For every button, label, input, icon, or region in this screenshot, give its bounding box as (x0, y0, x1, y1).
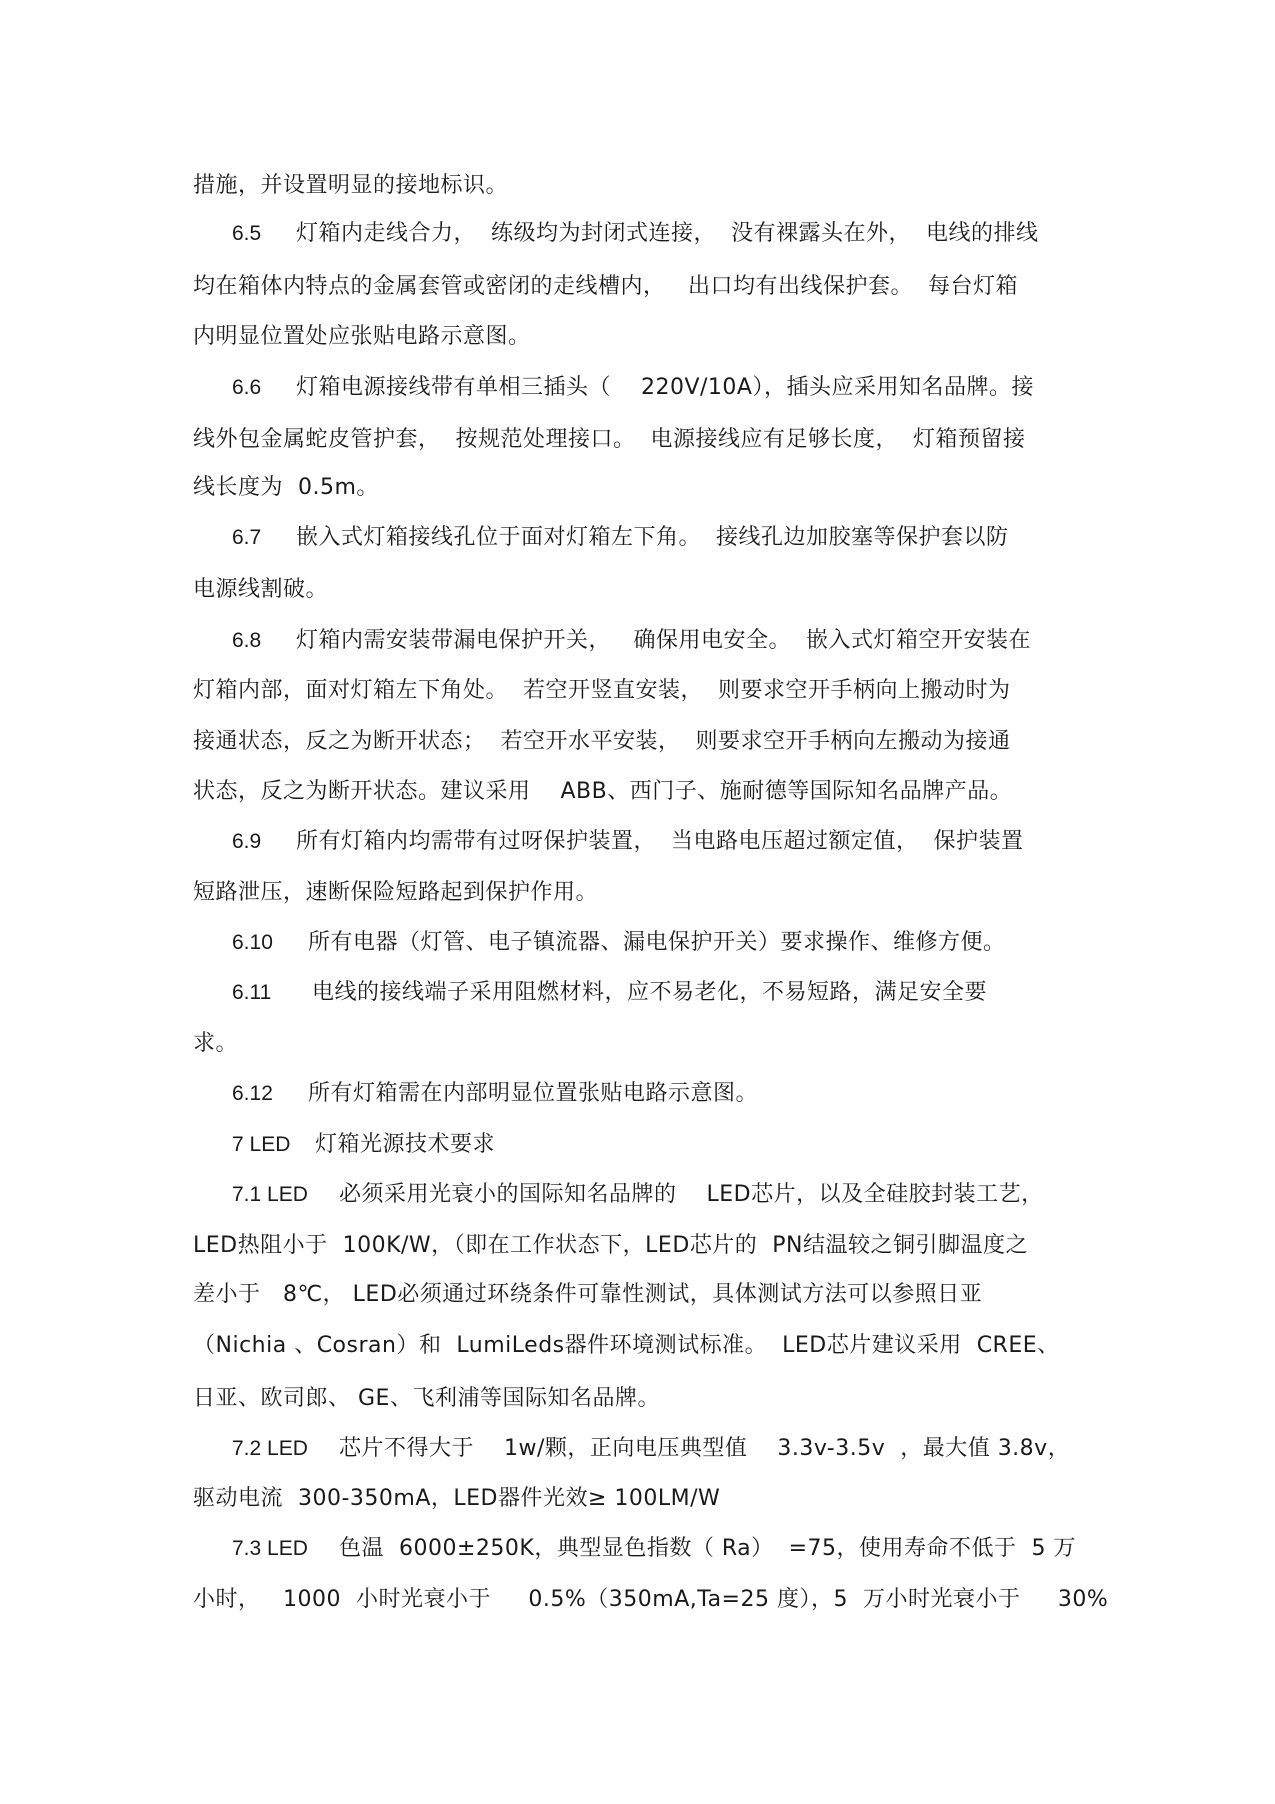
text-line: 均在箱体内特点的金属套管或密闭的走线槽内， 出口均有出线保护套。 每台灯箱 (193, 274, 1018, 299)
section-number: 6.8 (232, 629, 262, 652)
text-line: 所有灯箱内均需带有过呀保护装置， 当电路电压超过额定值， 保护装置 (296, 829, 1024, 854)
section-number: 6.7 (232, 526, 262, 549)
section-number: 6.11 (232, 981, 272, 1004)
text-line: 芯片不得大于 1w/颗，正向电压典型值 3.3v-3.5v ，最大值 3.8v， (339, 1436, 1071, 1461)
text-line: 灯箱内需安装带漏电保护开关， 确保用电安全。 嵌入式灯箱空开安装在 (296, 628, 1031, 653)
text-line: 日亚、欧司郎、 GE、飞利浦等国际知名品牌。 (193, 1386, 660, 1411)
text-line: 电线的接线端子采用阻燃材料，应不易老化，不易短路，满足安全要 (312, 980, 988, 1005)
section-number: 6.5 (232, 222, 262, 245)
text-line: 灯箱内走线合力， 练级均为封闭式连接， 没有裸露头在外， 电线的排线 (296, 221, 1039, 246)
section-number: 6.10 (232, 931, 273, 954)
text-line: 短路泄压，速断保险短路起到保护作用。 (193, 880, 599, 905)
section-number: 7.1 LED (232, 1183, 308, 1206)
section-number: 7.2 LED (232, 1437, 308, 1460)
text-line: 所有灯箱需在内部明显位置张贴电路示意图。 (308, 1081, 759, 1106)
text-line: 差小于 8℃， LED必须通过环绕条件可靠性测试，具体测试方法可以参照日亚 (193, 1282, 983, 1307)
section-number: 6.6 (232, 376, 262, 399)
text-line: 灯箱电源接线带有单相三插头（ 220V/10A），插头应采用知名品牌。接 (296, 375, 1034, 400)
text-line: 措施，并设置明显的接地标识。 (193, 173, 509, 198)
text-line: 色温 6000±250K，典型显色指数（ Ra） =75，使用寿命不低于 5 万 (339, 1536, 1076, 1561)
text-line: 线长度为 0.5m。 (193, 475, 379, 500)
section-number: 7.3 LED (232, 1537, 308, 1560)
text-line: LED热阻小于 100K/W，（即在工作状态下，LED芯片的 PN结温较之铜引脚温度之 (193, 1233, 1028, 1258)
text-line: 内明显位置处应张贴电路示意图。 (193, 324, 531, 349)
text-line: 驱动电流 300-350mA，LED器件光效≥ 100LM/W (193, 1486, 721, 1511)
text-line: 嵌入式灯箱接线孔位于面对灯箱左下角。 接线孔边加胶塞等保护套以防 (296, 525, 1009, 550)
section-number: 6.9 (232, 830, 262, 853)
text-line: 所有电器（灯管、电子镇流器、漏电保护开关）要求操作、维修方便。 (308, 930, 1006, 955)
text-line: 电源线割破。 (193, 577, 329, 602)
text-line: 接通状态，反之为断开状态； 若空开水平安装， 则要求空开手柄向左搬动为接通 (193, 729, 1011, 754)
text-line: （Nichia 、Cosran）和 LumiLeds器件环境测试标准。 LED芯片建议采用 CREE、 (193, 1333, 1060, 1358)
text-line: 必须采用光衰小的国际知名品牌的 LED芯片，以及全硅胶封装工艺， (339, 1182, 1044, 1207)
section-heading: 灯箱光源技术要求 (315, 1132, 496, 1157)
text-line: 小时， 1000 小时光衰小于 0.5%（350mA,Ta=25 度），5 万小时光衰小于 30% (193, 1587, 1109, 1612)
text-line: 线外包金属蛇皮管护套， 按规范处理接口。 电源接线应有足够长度， 灯箱预留接 (193, 427, 1026, 452)
section-number: 6.12 (232, 1082, 273, 1105)
text-line: 求。 (193, 1031, 239, 1056)
text-line: 灯箱内部，面对灯箱左下角处。 若空开竖直安装， 则要求空开手柄向上搬动时为 (193, 678, 1011, 703)
section-heading-number: 7 LED (232, 1133, 291, 1156)
text-line: 状态，反之为断开状态。建议采用 ABB、西门子、施耐德等国际知名品牌产品。 (193, 779, 1013, 804)
